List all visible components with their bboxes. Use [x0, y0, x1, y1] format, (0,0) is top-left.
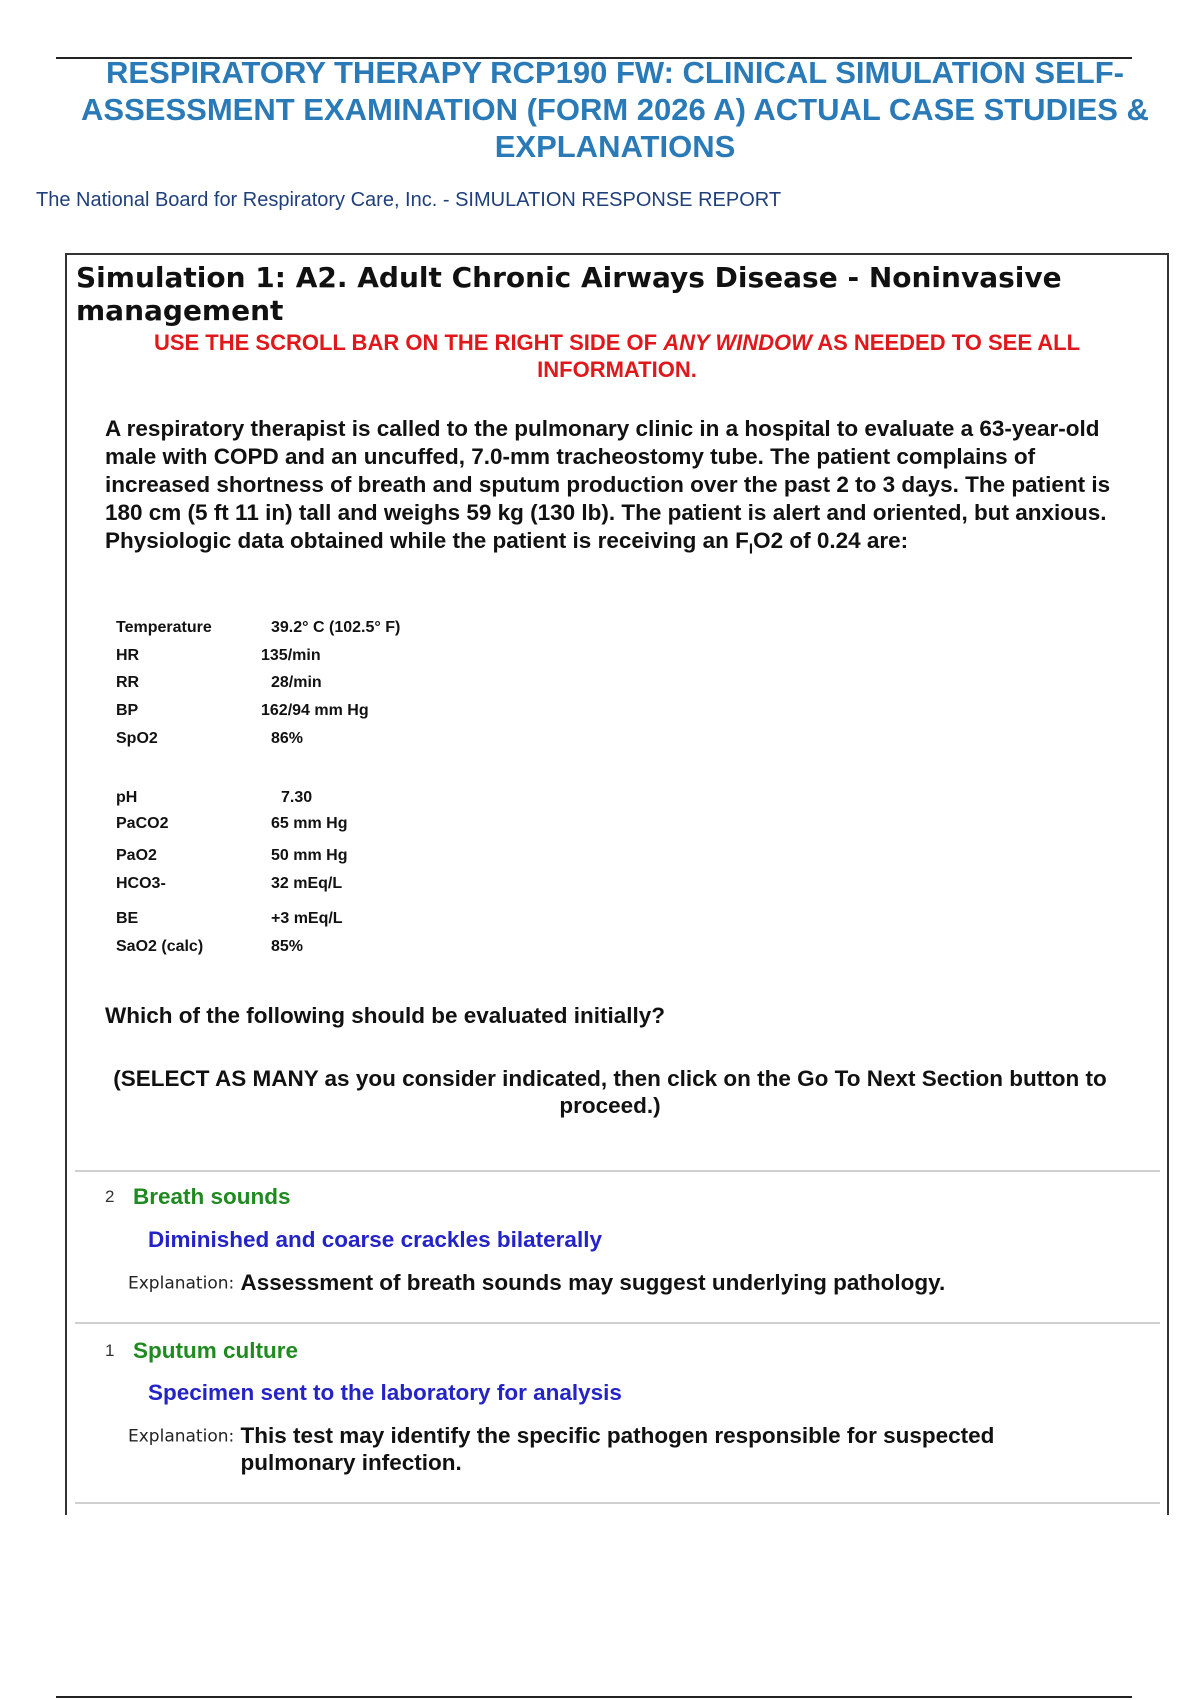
abg-row — [116, 789, 516, 811]
vital-value: 162/94 mm Hg — [261, 702, 369, 719]
title-line-2: ASSESSMENT EXAMINATION (FORM 2026 A) ACTUAL CASE STUDIES & — [81, 92, 1149, 127]
scenario-main: A respiratory therapist is called to the pulmonary clinic in a hospital to evaluate a 63-year-old male with COPD and an uncuffed, 7.0-mm tracheostomy tube. The patient complains of increased shortness of breath and sputum production over the past 2 to 3 days. The patient is 180 cm (5 ft 11 in) tall and weighs 59 kg (130 lb). The patient is alert and oriented, but anxious. Physiologic data obtained while the patient is receiving an F — [105, 416, 1111, 553]
abg-row — [116, 938, 516, 960]
abg-value: 32 mEq/L — [271, 875, 343, 892]
vital-label: Temperature — [116, 619, 212, 636]
abg-value: 85% — [271, 938, 304, 955]
abg-label: HCO3- — [116, 875, 166, 892]
title-line-1: RESPIRATORY THERAPY RCP190 FW: CLINICAL SIMULATION SELF- — [106, 55, 1124, 90]
response-result: Specimen sent to the laboratory for analysis — [148, 1380, 622, 1405]
abg-value: 65 mm Hg — [271, 815, 348, 832]
simulation-title: Simulation 1: A2. Adult Chronic Airways Disease - Noninvasive management — [76, 261, 1062, 327]
abg-label: SaO2 (calc) — [116, 938, 204, 955]
vital-row — [116, 619, 516, 641]
vital-row — [116, 702, 516, 724]
divider — [75, 1322, 1160, 1324]
abg-row — [116, 875, 516, 897]
vital-row — [116, 730, 516, 752]
response-title: Sputum culture — [133, 1338, 299, 1363]
response-explanation — [128, 1422, 1128, 1476]
abg-value: 7.30 — [281, 789, 313, 806]
abg-value: 50 mm Hg — [271, 847, 348, 864]
explanation-text: Assessment of breath sounds may suggest underlying pathology. — [240, 1270, 946, 1295]
vital-label: BP — [116, 702, 139, 719]
vital-value: 28/min — [271, 674, 322, 691]
bottom-rule — [56, 1696, 1132, 1698]
response-score: 1 — [105, 1341, 115, 1360]
response-title: Breath sounds — [133, 1184, 291, 1209]
vital-value: 39.2° C (102.5° F) — [271, 619, 401, 636]
scroll-note-pre: USE THE SCROLL BAR ON THE RIGHT SIDE OF — [153, 330, 664, 355]
abg-label: BE — [116, 910, 139, 927]
response-score: 2 — [105, 1187, 115, 1206]
abg-row — [116, 910, 516, 932]
vital-row — [116, 647, 516, 669]
scroll-note-emphasis: ANY WINDOW — [663, 330, 812, 355]
report-subtitle: The National Board for Respiratory Care, Inc. - SIMULATION RESPONSE REPORT — [36, 189, 782, 211]
selection-instruction: (SELECT AS MANY as you consider indicated, then click on the Go To Next Section button to proceed.) — [113, 1066, 1107, 1118]
document-title — [40, 54, 1190, 165]
title-line-3: EXPLANATIONS — [494, 129, 736, 164]
abg-row — [116, 847, 516, 869]
vital-label: SpO2 — [116, 730, 158, 747]
scroll-instruction — [107, 329, 1127, 383]
response-result: Diminished and coarse crackles bilaterally — [148, 1227, 602, 1252]
abg-label: PaCO2 — [116, 815, 169, 832]
abg-value: +3 mEq/L — [271, 910, 343, 927]
explanation-label: Explanation: — [128, 1273, 235, 1294]
abg-label: pH — [116, 789, 138, 806]
vital-label: HR — [116, 647, 140, 664]
vital-value: 135/min — [261, 647, 321, 664]
explanation-label: Explanation: — [128, 1426, 235, 1447]
vital-row — [116, 674, 516, 696]
divider — [75, 1502, 1160, 1504]
simulation-panel — [65, 253, 1169, 1515]
divider — [75, 1170, 1160, 1172]
vital-label: RR — [116, 674, 140, 691]
explanation-text: This test may identify the specific pathogen responsible for suspected pulmonary infection. — [240, 1423, 995, 1475]
scenario-end: O2 of 0.24 are: — [753, 528, 909, 553]
vital-value: 86% — [271, 730, 304, 747]
abg-label: PaO2 — [116, 847, 157, 864]
scroll-note-post: AS NEEDED TO SEE ALL INFORMATION. — [537, 330, 1081, 382]
scenario-subscript: I — [748, 540, 754, 558]
scenario-text — [105, 415, 1145, 564]
question-text: Which of the following should be evaluated initially? — [105, 1003, 666, 1028]
response-explanation — [128, 1269, 1128, 1298]
abg-row — [116, 815, 516, 837]
